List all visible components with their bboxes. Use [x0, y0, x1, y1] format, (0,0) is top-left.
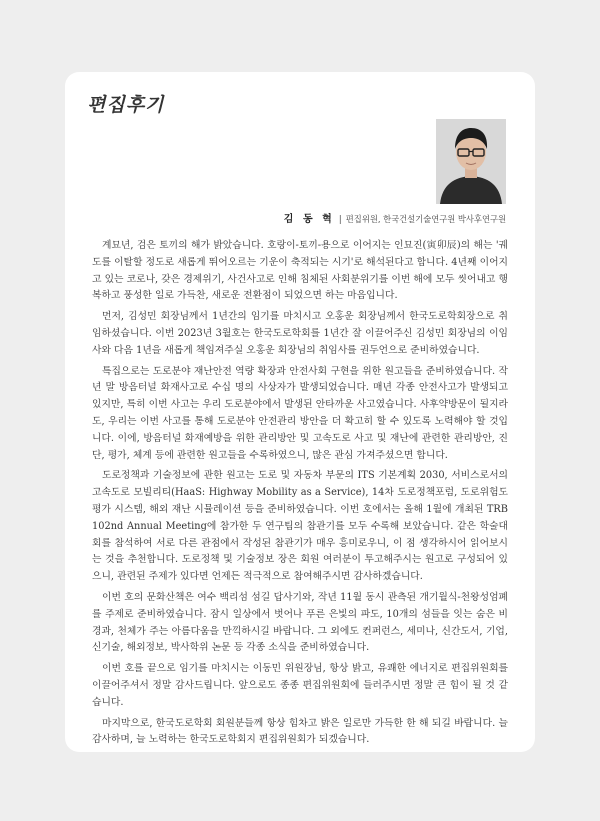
author-photo: [436, 119, 506, 204]
paragraph: 도로정책과 기술정보에 관한 원고는 도로 및 자동차 부문의 ITS 기본계획 2030, 서비스로서의 고속도로 모빌리티(HaaS: Highway Mobility as a Service), 14차 도로정책포럼, 도로위험도 평가 시스템, 해외 재난 시뮬레이션 등을 준비하였습니다. 이번 호에서는 올해 1월에 개최된 TRB 102nd Annual Meeting에 참가한 두 연구팀의 참관기를 모두 수록해 보았습니다. 같은 학술대회를 참석하여 서로 다른 관점에서 작성된 참관기가 매우 흥미로우니, 이 점 생각하시어 읽어보시는 것을 추천합니다. 도로정책 및 기술정보 장은 회원 여러분이 투고해주시는 원고로 구성되어 있으니, 관련된 주제가 있다면 언제든 적극적으로 참여해주시면 감사하겠습니다.: [92, 470, 508, 583]
paragraph: 먼저, 김성민 회장님께서 1년간의 임기를 마치시고 오홍운 회장님께서 한국도로학회장으로 취임하셨습니다. 이번 2023년 3월호는 한국도로학회를 1년간 잘 이끌어주신 김성민 회장님의 이임사와 다음 1년을 새롭게 책임져주실 오홍운 회장님의 취임사를 권두언으로 준비하였습니다.: [92, 311, 508, 356]
author-affiliation: 편집위원, 한국건설기술연구원 박사후연구원: [345, 214, 506, 224]
paragraph: 계묘년, 검은 토끼의 해가 밝았습니다. 호랑이-토끼-용으로 이어지는 인묘진(寅卯辰)의 해는 '궤도를 이탈할 정도로 새롭게 뛰어오르는 기운이 축적되는 시기'로 해석된다고 합니다. 4년째 이어지고 있는 코로나, 갖은 경제위기, 사건사고로 인해 침체된 사회분위기를 이번 해에 모두 씻어내고 행복하고 풍성한 일로 가득찬, 새로운 전환점이 되었으면 하는 마음입니다.: [92, 240, 508, 302]
paragraph: 마지막으로, 한국도로학회 회원분들께 항상 힘차고 밝은 일로만 가득한 한 해 되길 바랍니다. 늘 감사하며, 늘 노력하는 한국도로학회지 편집위원회가 되겠습니다.: [92, 717, 508, 746]
editorial-body: [92, 238, 508, 753]
author-byline: [284, 210, 506, 225]
paragraph: 특집으로는 도로분야 재난안전 역량 확장과 안전사회 구현을 위한 원고들을 준비하였습니다. 작년 말 방음터널 화재사고로 수십 명의 사상자가 발생되었습니다. 매년 각종 안전사고가 발생되고 있지만, 특히 이번 사고는 우리 도로분야에서 발생된 안타까운 사고였습니다. 사후약방문이 될지라도, 우리는 이번 사고를 통해 도로분야 안전관리 방안을 더 확고히 할 수 있도록 노력해야 할 것입니다. 이에, 방음터널 화재예방을 위한 관리방안 및 고속도로 사고 및 재난에 관련한 관리방안, 진단, 평가, 체계 등에 관련한 원고들을 수록하였으니, 많은 관심 가져주셨으면 합니다.: [92, 365, 508, 461]
paragraph: 이번 호의 문화산책은 여수 백리섬 섬길 답사기와, 작년 11월 동시 관측된 개기월식-천왕성엄폐를 주제로 준비하였습니다. 잠시 일상에서 벗어나 푸른 은빛의 파도, 10개의 섬들을 잇는 숨은 비경과, 천체가 주는 아름다움을 만끽하시길 바랍니다. 그 외에도 컨퍼런스, 세미나, 신간도서, 기업, 신기술, 해외정보, 박사학위 논문 등 각종 소식을 준비하였습니다.: [92, 591, 508, 654]
paragraph: 이번 호를 끝으로 임기를 마치시는 이동민 위원장님, 항상 밝고, 유쾌한 에너지로 편집위원회를 이끌어주셔서 정말 감사드립니다. 앞으로도 종종 편집위원회에 들러주시면 정말 큰 힘이 될 것 같습니다.: [92, 663, 508, 708]
byline-separator: |: [338, 215, 342, 225]
editorial-card: [65, 72, 535, 752]
author-name: 김 동 혁: [283, 214, 335, 225]
page-title: 편집후기: [87, 94, 165, 116]
